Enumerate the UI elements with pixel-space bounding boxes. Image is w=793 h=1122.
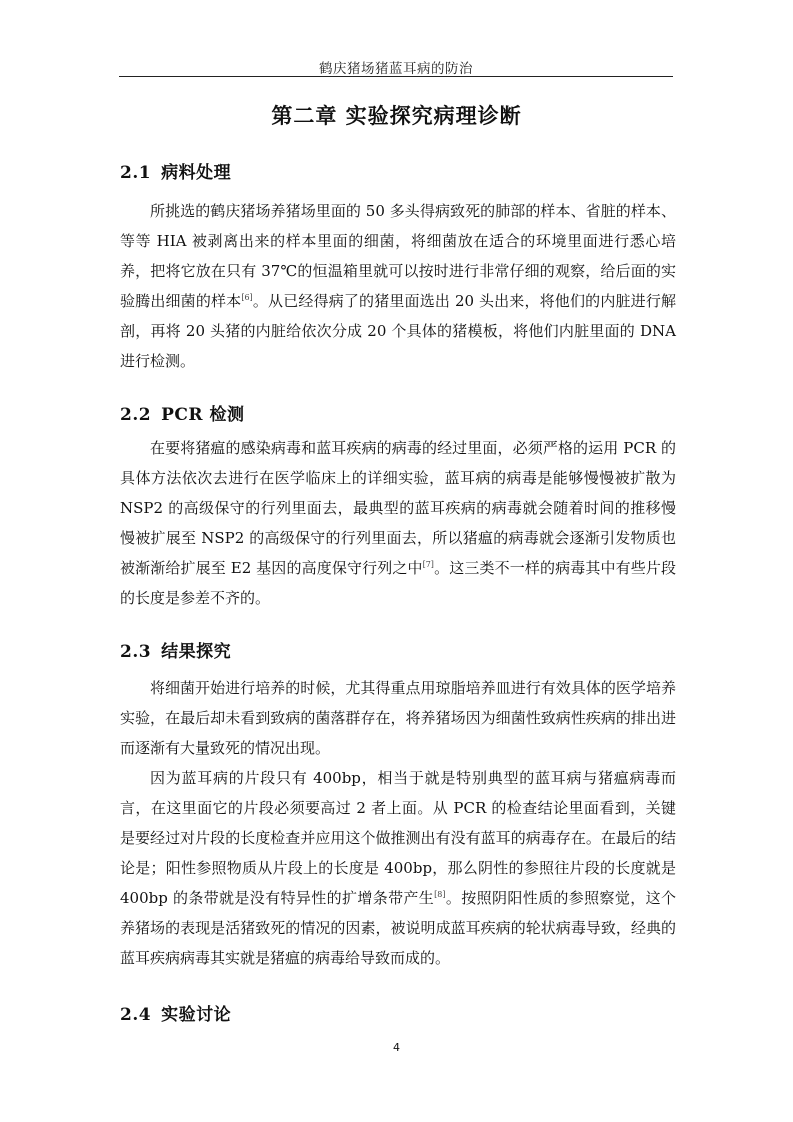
header-rule xyxy=(119,76,673,77)
citation-ref: [8] xyxy=(434,890,446,899)
section-title-text: PCR 检测 xyxy=(161,405,245,425)
section-title-text: 实验讨论 xyxy=(161,1005,232,1025)
running-header: 鹤庆猪场猪蓝耳病的防治 xyxy=(319,61,473,77)
paragraph-text: 因为蓝耳病的片段只有 400bp，相当于就是特别典型的蓝耳病与猪瘟病毒而言，在这里面它的片段必须要高过 2 者上面。从 PCR 的检查结论里面看到，关键是要经过对片段的长度检查并应用这个做推测出有没有蓝耳的病毒存在。在最后的结论是；阳性参照物质从片段上的长度是 400bp，那么阴性的参照往片段的长度就是 400bp 的条带就是没有特异性的扩增条带产生 xyxy=(120,769,676,907)
paragraph-2-3-2 xyxy=(120,763,676,973)
page-number: 4 xyxy=(393,1041,400,1054)
section-heading-2-2 xyxy=(120,400,244,425)
paragraph-text: 在要将猪瘟的感染病毒和蓝耳疾病的病毒的经过里面，必须严格的运用 PCR 的具体方法依次去进行在医学临床上的详细实验，蓝耳病的病毒是能够慢慢被扩散为 NSP2 的高级保守的行列里面去，最典型的蓝耳疾病的病毒就会随着时间的推移慢慢被扩展至 NSP2 的高级保守的行列里面去，所以猪瘟的病毒就会逐渐引发物质也被渐渐给扩展至 E2 基因的高度保守行列之中 xyxy=(120,439,676,577)
section-heading-2-4 xyxy=(120,1000,231,1025)
paragraph-text-tail: 。按照阴阳性质的参照察觉，这个养猪场的表现是活猪致死的情况的因素，被说明成蓝耳疾病的轮状病毒导致，经典的蓝耳疾病病毒其实就是猪瘟的病毒给导致而成的。 xyxy=(120,889,676,967)
paragraph-text: 所挑选的鹤庆猪场养猪场里面的 50 多头得病致死的肺部的样本、省脏的样本、等等 HIA 被剥离出来的样本里面的细菌，将细菌放在适合的环境里面进行悉心培养，把将它放在只有 37℃的恒温箱里就可以按时进行非常仔细的观察，给后面的实验腾出细菌的样本 xyxy=(120,202,676,310)
paragraph-text-tail: 。从已经得病了的猪里面选出 20 头出来，将他们的内脏进行解剖，再将 20 头猪的内脏给依次分成 20 个具体的猪模板，将他们内脏里面的 DNA 进行检测。 xyxy=(120,292,676,370)
citation-ref: [6] xyxy=(241,293,253,302)
section-title-text: 结果探究 xyxy=(161,642,232,662)
paragraph-2-2-1 xyxy=(120,433,676,613)
section-heading-2-1 xyxy=(120,158,231,183)
section-number: 2.3 xyxy=(120,642,152,662)
paragraph-text: 将细菌开始进行培养的时候，尤其得重点用琼脂培养皿进行有效具体的医学培养实验，在最后却未看到致病的菌落群存在，将养猪场因为细菌性致病性疾病的排出进而逐渐有大量致死的情况出现。 xyxy=(120,679,676,757)
paragraph-2-1-1 xyxy=(120,196,676,376)
section-number: 2.4 xyxy=(120,1005,152,1025)
citation-ref: [7] xyxy=(422,560,434,569)
section-number: 2.1 xyxy=(120,163,152,183)
section-number: 2.2 xyxy=(120,405,152,425)
paragraph-text-tail: 。这三类不一样的病毒其中有些片段的长度是参差不齐的。 xyxy=(120,559,676,607)
chapter-title: 第二章 实验探究病理诊断 xyxy=(271,103,522,128)
section-heading-2-3 xyxy=(120,637,231,662)
section-title-text: 病料处理 xyxy=(161,163,232,183)
paragraph-2-3-1 xyxy=(120,673,676,763)
